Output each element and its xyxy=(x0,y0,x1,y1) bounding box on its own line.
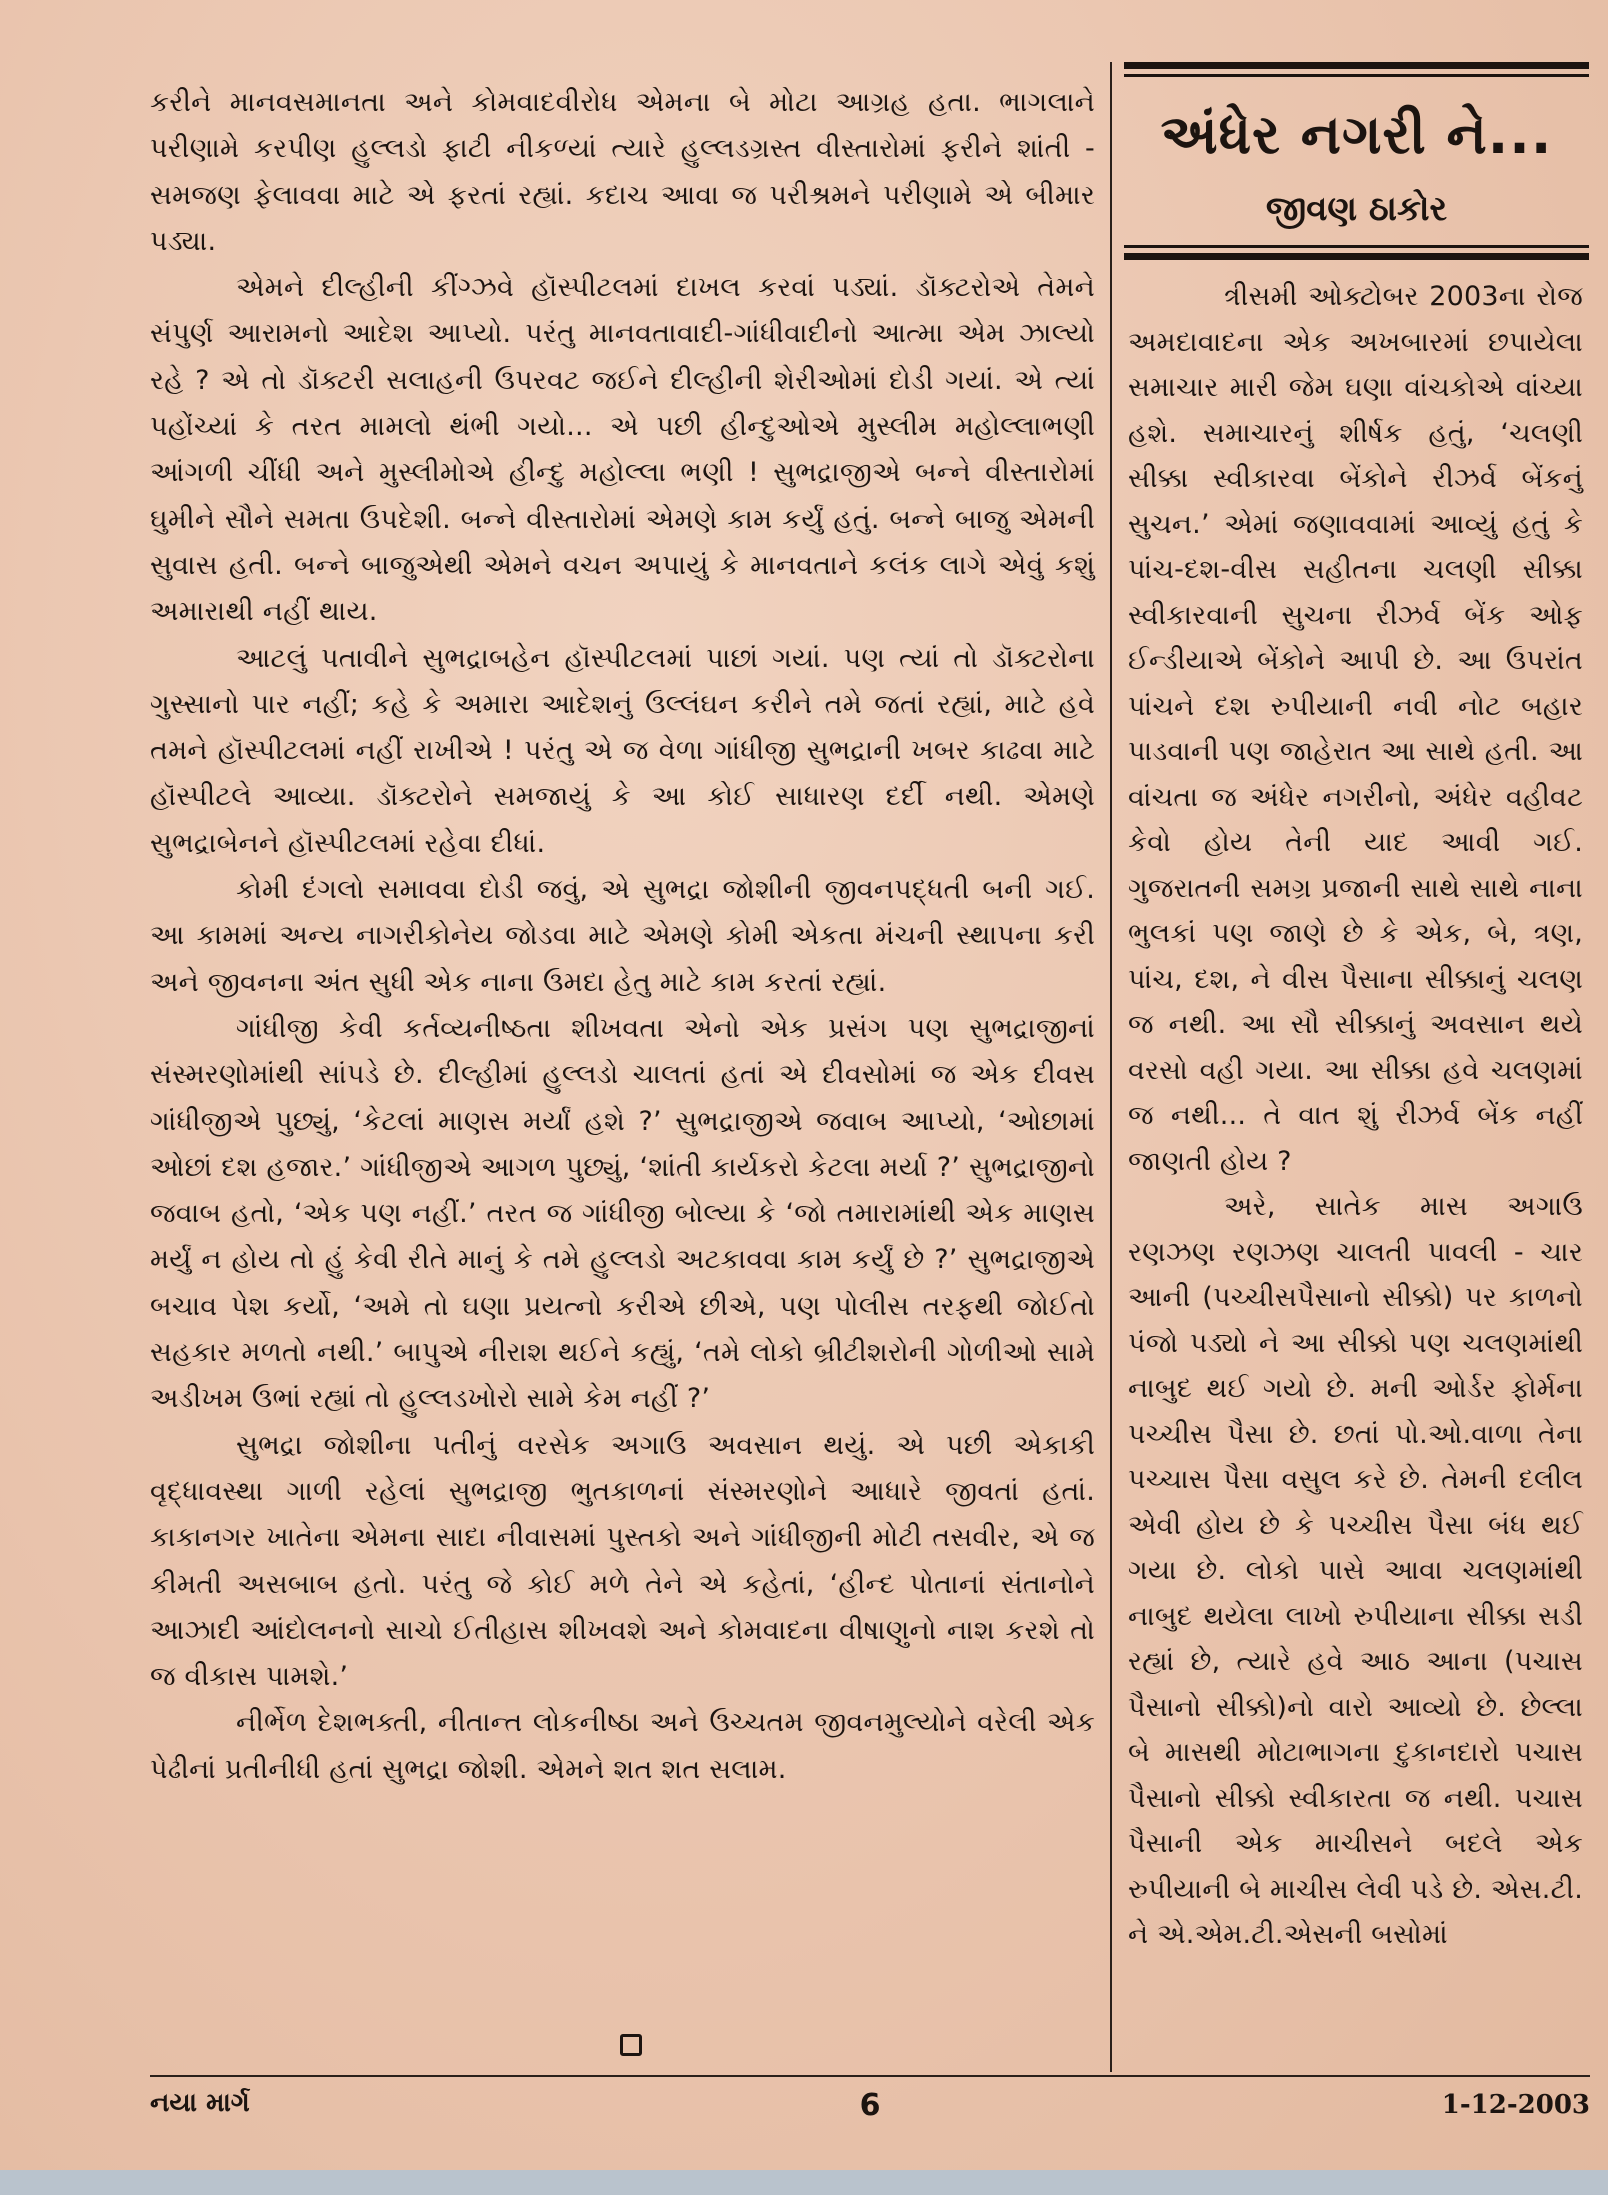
page-number: 6 xyxy=(859,2088,881,2123)
page-footer xyxy=(150,2088,1590,2128)
article-paragraph: સુભદ્રા જોશીના પતીનું વરસેક અગાઉ અવસાન થયું. એ પછી એકાકી વૃદ્ધાવસ્થા ગાળી રહેલાં સુભદ્રાજી ભુતકાળનાં સંસ્મરણોને આધારે જીવતાં હતાં. કાકાનગર ખાતેના એમના સાદા નીવાસમાં પુસ્તકો અને ગાંધીજીની મોટી તસવીર, એ જ કીમતી અસબાબ હતો. પરંતુ જે કોઈ મળે તેને એ કહેતાં, ‘હીન્દ પોતાનાં સંતાનોને આઝાદી આંદોલનનો સાચો ઈતીહાસ શીખવશે અને કોમવાદના વીષાણુનો નાશ કરશે તો જ વીકાસ પામશે.’ xyxy=(150,1429,1095,1693)
title-rule-top-thin xyxy=(1124,74,1589,77)
article-paragraph: એમને દીલ્હીની કીંગ્ઝવે હૉસ્પીટલમાં દાખલ કરવાં પડ્યાં. ડૉક્ટરોએ તેમને સંપુર્ણ આરામનો આદેશ આપ્યો. પરંતુ માનવતાવાદી-ગાંધીવાદીનો આત્મા એમ ઝાલ્યો રહે ? એ તો ડૉક્ટરી સલાહની ઉપરવટ જઈને દીલ્હીની શેરીઓમાં દોડી ગયાં. એ ત્યાં પહોંચ્યાં કે તરત મામલો થંભી ગયો... એ પછી હીન્દુઓએ મુસ્લીમ મહોલ્લાભણી આંગળી ચીંધી અને મુસ્લીમોએ હીન્દુ મહોલ્લા ભણી ! સુભદ્રાજીએ બન્ને વીસ્તારોમાં ઘુમીને સૌને સમતા ઉપદેશી. બન્ને વીસ્તારોમાં એમણે કામ કર્યું હતું. બન્ને બાજુ એમની સુવાસ હતી. બન્ને બાજુએથી એમને વચન અપાયું કે માનવતાને કલંક લાગે એવું કશું અમારાથી નહીં થાય. xyxy=(150,272,1095,628)
issue-date: 1-12-2003 xyxy=(1441,2090,1590,2120)
column-divider xyxy=(1110,62,1112,2072)
article-paragraph: ત્રીસમી ઓક્ટોબર 2003ના રોજ અમદાવાદના એક અખબારમાં છપાયેલા સમાચાર મારી જેમ ઘણા વાંચકોએ વાંચ્યા હશે. સમાચારનું શીર્ષક હતું, ‘ચલણી સીક્કા સ્વીકારવા બેંકોને રીઝર્વ બેંકનું સુચન.’ એમાં જણાવવામાં આવ્યું હતું કે પાંચ-દશ-વીસ સહીતના ચલણી સીક્કા સ્વીકારવાની સુચના રીઝર્વ બેંક ઓફ ઈન્ડીયાએ બેંકોને આપી છે. આ ઉપરાંત પાંચને દશ રુપીયાની નવી નોટ બહાર પાડવાની પણ જાહેરાત આ સાથે હતી. આ વાંચતા જ અંધેર નગરીનો, અંધેર વહીવટ કેવો હોય તેની યાદ આવી ગઈ. ગુજરાતની સમગ્ર પ્રજાની સાથે સાથે નાના ભુલકાં પણ જાણે છે કે એક, બે, ત્રણ, પાંચ, દશ, ને વીસ પૈસાના સીક્કાનું ચલણ જ નથી. આ સૌ સીક્કાનું અવસાન થયે વરસો વહી ગયા. આ સીક્કા હવે ચલણમાં જ નથી... તે વાત શું રીઝર્વ બેંક નહીં જાણતી હોય ? xyxy=(1128,281,1583,1177)
title-rule-bottom-thin xyxy=(1124,245,1589,248)
article-continuation xyxy=(150,80,1095,1793)
sidebar-article-body xyxy=(1124,274,1589,1958)
end-of-article-box-icon xyxy=(620,2034,642,2056)
article-paragraph: નીર્ભેળ દેશભક્તી, નીતાન્ત લોકનીષ્ઠા અને ઉચ્ચતમ જીવનમુલ્યોને વરેલી એક પેઢીનાં પ્રતીનીધી હતાં સુભદ્રા જોશી. એમને શત શત સલામ. xyxy=(150,1707,1095,1785)
article-paragraph: કરીને માનવસમાનતા અને કોમવાદવીરોધ એમના બે મોટા આગ્રહ હતા. ભાગલાને પરીણામે કરપીણ હુલ્લડો ફાટી નીકળ્યાં ત્યારે હુલ્લડગ્રસ્ત વીસ્તારોમાં ફરીને શાંતી - સમજણ ફેલાવવા માટે એ ફરતાં રહ્યાં. કદાચ આવા જ પરીશ્રમને પરીણામે એ બીમાર પડ્યા. xyxy=(150,87,1095,257)
publication-name: નયા માર્ગ xyxy=(150,2088,250,2118)
scan-background-strip xyxy=(0,2170,1608,2195)
article-paragraph: આટલું પતાવીને સુભદ્રાબહેન હૉસ્પીટલમાં પાછાં ગયાં. પણ ત્યાં તો ડૉક્ટરોના ગુસ્સાનો પાર નહીં; કહે કે અમારા આદેશનું ઉલ્લંઘન કરીને તમે જતાં રહ્યાં, માટે હવે તમને હૉસ્પીટલમાં નહીં રાખીએ ! પરંતુ એ જ વેળા ગાંધીજી સુભદ્રાની ખબર કાઢવા માટે હૉસ્પીટલે આવ્યા. ડૉક્ટરોને સમજાયું કે આ કોઈ સાધારણ દર્દી નથી. એમણે સુભદ્રાબેનને હૉસ્પીટલમાં રહેવા દીધાં. xyxy=(150,642,1095,859)
footer-rule xyxy=(150,2075,1590,2077)
article-paragraph: અરે, સાતેક માસ અગાઉ રણઝણ રણઝણ ચાલતી પાવલી - ચાર આની (પચ્ચીસપૈસાનો સીક્કો) પર કાળનો પંજો પડ્યો ને આ સીક્કો પણ ચલણમાંથી નાબુદ થઈ ગયો છે. મની ઓર્ડર ફોર્મના પચ્ચીસ પૈસા છે. છતાં પો.ઓ.વાળા તેના પચ્ચાસ પૈસા વસુલ કરે છે. તેમની દલીલ એવી હોય છે કે પચ્ચીસ પૈસા બંધ થઈ ગયા છે. લોકો પાસે આવા ચલણમાંથી નાબુદ થયેલા લાખો રુપીયાના સીક્કા સડી રહ્યાં છે, ત્યારે હવે આઠ આના (પચાસ પૈસાનો સીક્કો)નો વારો આવ્યો છે. છેલ્લા બે માસથી મોટાભાગના દુકાનદારો પચાસ પૈસાનો સીક્કો સ્વીકારતા જ નથી. પચાસ પૈસાની એક માચીસને બદલે એક રુપીયાની બે માચીસ લેવી પડે છે. એસ.ટી. ને એ.એમ.ટી.એસની બસોમાં xyxy=(1128,1191,1583,1950)
title-rule-bottom xyxy=(1124,253,1589,260)
sidebar-article xyxy=(1124,62,1589,1958)
title-rule-top xyxy=(1124,62,1589,69)
article-title: અંધેર નગરી ને... xyxy=(1160,103,1553,166)
article-author: જીવણ ઠાકોર xyxy=(1265,189,1448,229)
article-paragraph: ગાંધીજી કેવી કર્તવ્યનીષ્ઠતા શીખવતા એનો એક પ્રસંગ પણ સુભદ્રાજીનાં સંસ્મરણોમાંથી સાંપડે છે. દીલ્હીમાં હુલ્લડો ચાલતાં હતાં એ દીવસોમાં જ એક દીવસ ગાંધીજીએ પુછ્યું, ‘કેટલાં માણસ મર્યાં હશે ?’ સુભદ્રાજીએ જવાબ આપ્યો, ‘ઓછામાં ઓછાં દશ હજાર.’ ગાંધીજીએ આગળ પુછ્યું, ‘શાંતી કાર્યકરો કેટલા મર્યા ?’ સુભદ્રાજીનો જવાબ હતો, ‘એક પણ નહીં.’ તરત જ ગાંધીજી બોલ્યા કે ‘જો તમારામાંથી એક માણસ મર્યું ન હોય તો હું કેવી રીતે માનું કે તમે હુલ્લડો અટકાવવા કામ કર્યું છે ?’ સુભદ્રાજીએ બચાવ પેશ કર્યો, ‘અમે તો ઘણા પ્રયત્નો કરીએ છીએ, પણ પોલીસ તરફથી જોઈતો સહકાર મળતો નથી.’ બાપુએ નીરાશ થઈને કહ્યું, ‘તમે લોકો બ્રીટીશરોની ગોળીઓ સામે અડીખમ ઉભાં રહ્યાં તો હુલ્લડખોરો સામે કેમ નહીં ?’ xyxy=(150,1012,1095,1415)
article-paragraph: કોમી દંગલો સમાવવા દોડી જવું, એ સુભદ્રા જોશીની જીવનપદ્ધતી બની ગઈ. આ કામમાં અન્ય નાગરીકોનેય જોડવા માટે એમણે કોમી એકતા મંચની સ્થાપના કરી અને જીવનના અંત સુધી એક નાના ઉમદા હેતુ માટે કામ કરતાં રહ્યાં. xyxy=(150,874,1095,998)
